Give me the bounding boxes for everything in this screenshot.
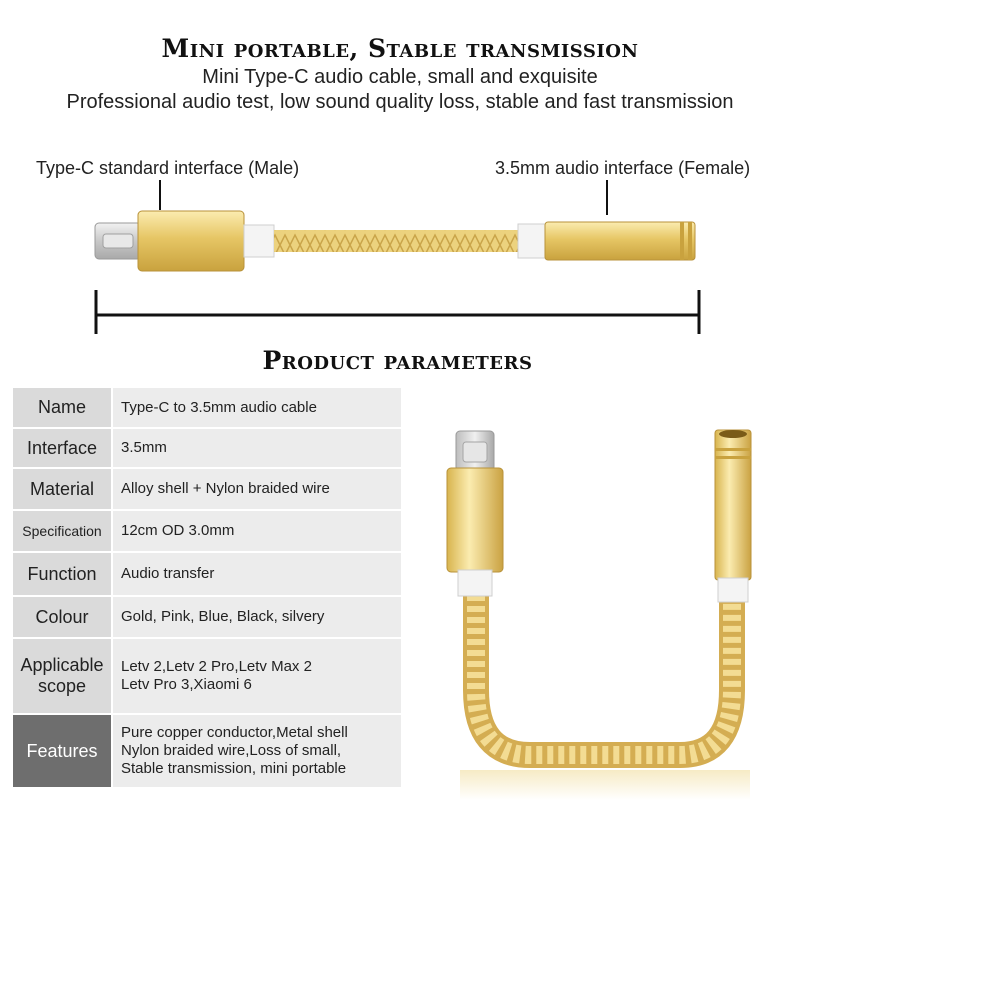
param-value: 3.5mm xyxy=(112,428,401,468)
braided-cable xyxy=(274,230,520,252)
cable-product-image xyxy=(430,420,770,810)
right-strain-relief xyxy=(718,578,748,602)
param-value xyxy=(112,638,401,714)
param-key-line: scope xyxy=(37,676,87,696)
param-value: 12cm OD 3.0mm xyxy=(112,510,401,552)
param-key: Interface xyxy=(13,428,112,468)
left-strain-relief xyxy=(458,570,492,596)
right-strain-relief xyxy=(518,224,546,258)
params-title: Product parameters xyxy=(262,346,533,375)
left-strain-relief xyxy=(244,225,274,257)
main-title: Mini portable, Stable transmission xyxy=(161,34,639,63)
table-row xyxy=(13,638,401,714)
param-value-line: Letv Pro 3,Xiaomi 6 xyxy=(121,676,252,693)
table-row xyxy=(13,388,401,428)
table-row xyxy=(13,596,401,638)
table-row xyxy=(13,428,401,468)
audio-interface-label: 3.5mm audio interface (Female) xyxy=(495,158,751,178)
audio-jack-barrel xyxy=(715,430,751,580)
param-key: Colour xyxy=(13,596,112,638)
param-key: Function xyxy=(13,552,112,596)
param-value: Alloy shell + Nylon braided wire xyxy=(112,468,401,510)
param-key: Features xyxy=(13,714,112,788)
param-key: Material xyxy=(13,468,112,510)
audio-jack-barrel xyxy=(545,222,695,260)
subtitle-line-1: Mini Type-C audio cable, small and exquisite xyxy=(202,66,598,88)
param-value: Audio transfer xyxy=(112,552,401,596)
subtitle-line-2: Professional audio test, low sound quality loss, stable and fast transmission xyxy=(66,91,734,113)
typec-interface-label: Type-C standard interface (Male) xyxy=(36,158,300,178)
param-key: Specification xyxy=(13,510,112,552)
param-value-line: Stable transmission, mini portable xyxy=(121,760,347,777)
param-value-line: Pure copper conductor,Metal shell xyxy=(121,724,348,741)
table-row xyxy=(13,714,401,788)
u-braided-cable xyxy=(476,595,732,755)
param-key xyxy=(13,638,112,714)
param-key-line: Applicable xyxy=(20,655,104,675)
params-table xyxy=(13,388,401,789)
table-row xyxy=(13,510,401,552)
typec-gold-housing xyxy=(447,468,503,572)
param-value-line: Letv 2,Letv 2 Pro,Letv Max 2 xyxy=(121,658,312,675)
param-key: Name xyxy=(13,388,112,428)
param-value-line: Nylon braided wire,Loss of small, xyxy=(121,742,342,759)
param-value xyxy=(112,714,401,788)
table-row xyxy=(13,552,401,596)
table-row xyxy=(13,468,401,510)
param-value: Gold, Pink, Blue, Black, silvery xyxy=(112,596,401,638)
param-value: Type-C to 3.5mm audio cable xyxy=(112,388,401,428)
typec-gold-housing xyxy=(138,211,244,271)
reflection xyxy=(460,770,750,800)
cable-diagram xyxy=(0,180,800,340)
